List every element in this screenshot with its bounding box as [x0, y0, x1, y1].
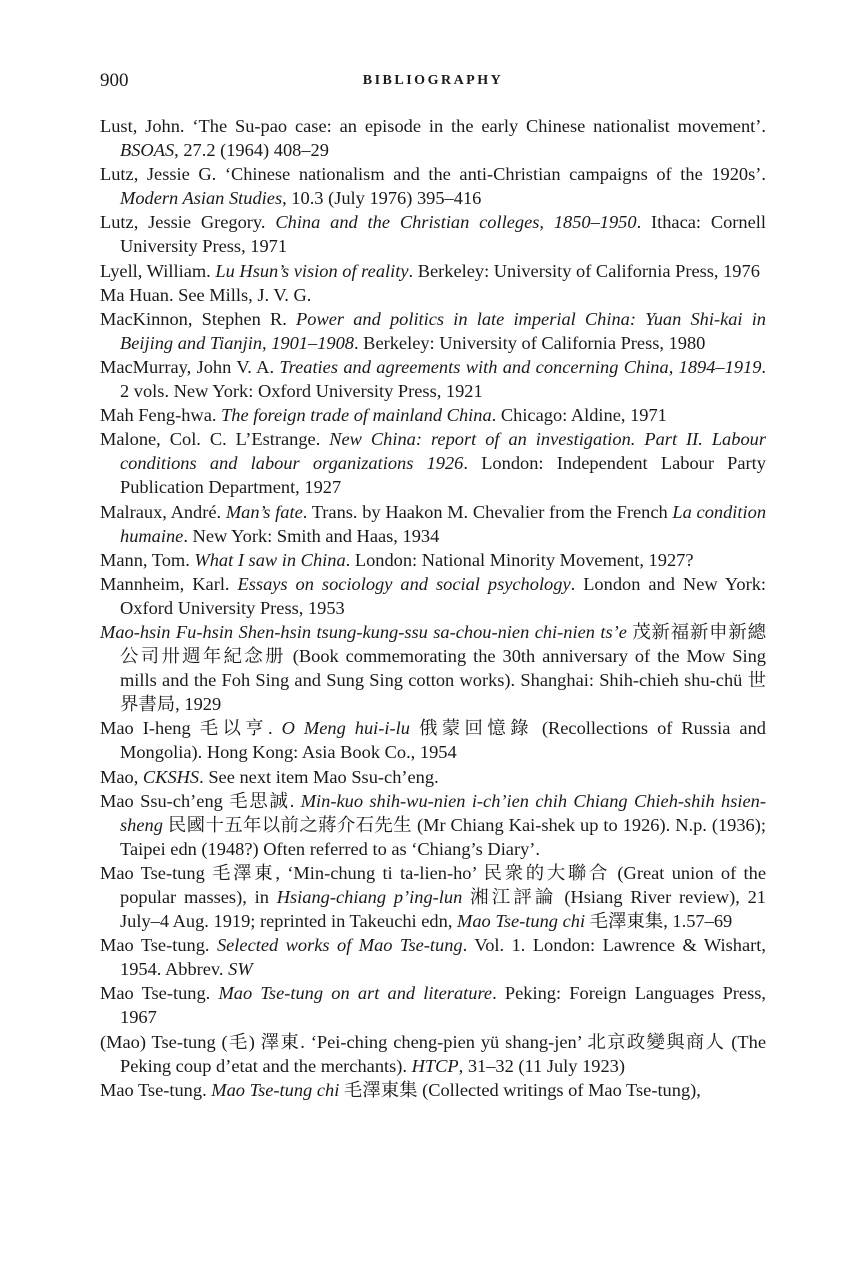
- entry-text: 俄蒙回憶錄 (Recollections of Russia and Mongolia). Hong Kong: Asia Book Co., 1954: [120, 718, 766, 763]
- entry-title: HTCP: [411, 1055, 459, 1076]
- entry-title: Power and politics in late imperial China: Yuan Shi-kai in Beijing and Tianjin, 1901–1908: [120, 308, 766, 353]
- entry-title: What I saw in China: [194, 549, 346, 570]
- bibliography-entry: [100, 789, 766, 861]
- entry-title: Modern Asian Studies: [120, 188, 283, 209]
- page-header: [100, 70, 766, 96]
- entry-text: 湘江評論 (Hsiang River review), 21 July–4 Aug. 1919; reprinted in Takeuchi edn,: [120, 887, 766, 932]
- entry-title: Mao Tse-tung chi: [211, 1079, 340, 1100]
- entry-title: Min-kuo shih-wu-nien i-ch’ien chih Chiang Chieh-shih hsien-sheng: [120, 790, 766, 835]
- entry-text: Mao Ssu-ch’eng 毛思誠.: [100, 790, 301, 811]
- entry-title: CKSHS: [142, 766, 200, 787]
- bibliography-entry: [100, 981, 766, 1029]
- entry-text: . Chicago: Aldine, 1971: [491, 405, 667, 426]
- entry-text: . 2 vols. New York: Oxford University Press, 1921: [120, 356, 767, 402]
- entry-text: Malraux, André.: [100, 501, 226, 522]
- entry-title: Mao Tse-tung on art and literature: [218, 983, 493, 1004]
- entry-text: . Peking: Foreign Languages Press, 1967: [120, 983, 766, 1028]
- entry-text: Ma Huan. See Mills, J. V. G.: [100, 284, 312, 305]
- entry-text: . New York: Smith and Haas, 1934: [183, 525, 440, 546]
- entry-title: Mao Tse-tung chi: [457, 911, 586, 932]
- bibliography-entry: [100, 283, 766, 307]
- bibliography-entry: [100, 162, 766, 210]
- bibliography-list: [100, 114, 766, 1102]
- entry-text: . Trans. by Haakon M. Chevalier from the French: [302, 501, 673, 522]
- bibliography-entry: [100, 572, 766, 620]
- entry-title: Hsiang-chiang p’ing-lun: [276, 887, 463, 907]
- entry-text: MacKinnon, Stephen R.: [100, 308, 297, 329]
- entry-text: Mah Feng-hwa.: [100, 405, 222, 426]
- entry-text: Lust, John. ‘The Su-pao case: an episode in the early Chinese nationalist movement’.: [100, 116, 766, 136]
- entry-text: . Berkeley: University of California Press, 1976: [408, 260, 760, 281]
- bibliography-entry: [100, 620, 766, 716]
- entry-text: Mann, Tom.: [100, 549, 195, 570]
- entry-text: . Vol. 1. London: Lawrence & Wishart, 1954. Abbrev.: [120, 935, 766, 980]
- entry-text: Malone, Col. C. L’Estrange.: [100, 429, 330, 450]
- bibliography-entry: [100, 716, 766, 764]
- entry-text: . Ithaca: Cornell University Press, 1971: [120, 212, 767, 257]
- bibliography-entry: [100, 933, 766, 981]
- entry-text: Mao,: [100, 766, 143, 787]
- bibliography-entry: [100, 355, 766, 403]
- entry-title: Man’s fate: [225, 501, 303, 522]
- bibliography-entry: [100, 210, 766, 258]
- entry-text: 毛澤東集 (Collected writings of Mao Tse-tung),: [339, 1079, 701, 1100]
- bibliography-entry: [100, 548, 766, 572]
- entry-title: La condition humaine: [120, 501, 767, 546]
- entry-text: 茂新福新申新總公司卅週年紀念册 (Book commemorating the 30th anniversary of the Mow Sing mills and the Foh Sing and Sung Sing cotton works). Shanghai: Shih-chieh shu-chü 世界書局, 1929: [120, 621, 766, 715]
- entry-text: 民國十五年以前之蔣介石先生 (Mr Chiang Kai-shek up to 1926). N.p. (1936); Taipei edn (1948?) Often referred to as ‘Chiang’s Diary’.: [120, 814, 766, 859]
- bibliography-entry: [100, 765, 766, 789]
- entry-text: Mao Tse-tung.: [100, 983, 219, 1004]
- entry-text: Mao I-heng 毛以亨.: [100, 718, 282, 739]
- entry-text: . London: Independent Labour Party Publication Department, 1927: [120, 453, 766, 498]
- entry-title: BSOAS: [120, 140, 175, 161]
- entry-title: SW: [228, 959, 253, 980]
- entry-text: Lutz, Jessie G. ‘Chinese nationalism and the anti-Christian campaigns of the 1920s’.: [100, 164, 766, 185]
- entry-text: Lyell, William.: [100, 260, 216, 281]
- entry-title: The foreign trade of mainland China: [221, 405, 492, 426]
- entry-text: Mao Tse-tung 毛澤東, ‘Min-chung ti ta-lien-ho’ 民衆的大聯合 (Great union of the popular masses), in: [100, 862, 766, 907]
- bibliography-entry: [100, 114, 766, 162]
- bibliography-entry: [100, 307, 766, 355]
- entry-title: Treaties and agreements with and concerning China, 1894–1919: [279, 356, 762, 377]
- entry-title: New China: report of an investigation. Part II. Labour conditions and labour organizations 1926: [120, 429, 766, 474]
- bibliography-entry: [100, 403, 766, 427]
- entry-text: , 31–32 (11 July 1923): [458, 1055, 625, 1076]
- entry-text: . London: National Minority Movement, 1927?: [345, 549, 694, 570]
- entry-text: Lutz, Jessie Gregory.: [100, 212, 276, 233]
- bibliography-entry: [100, 427, 766, 499]
- entry-text: , 27.2 (1964) 408–29: [174, 140, 329, 161]
- bibliography-entry: [100, 500, 766, 548]
- bibliography-entry: [100, 259, 766, 283]
- entry-text: (Mao) Tse-tung (毛) 澤東. ‘Pei-ching cheng-pien yü shang-jen’ 北京政變與商人 (The Peking coup d’etat and the merchants).: [100, 1031, 766, 1076]
- bibliography-entry: [100, 861, 766, 933]
- entry-text: Mannheim, Karl.: [100, 573, 238, 594]
- entry-text: Mao Tse-tung.: [100, 1079, 212, 1100]
- entry-text: . Berkeley: University of California Press, 1980: [353, 332, 706, 353]
- entry-title: Essays on sociology and social psychology: [237, 573, 571, 594]
- entry-title: Mao-hsin Fu-hsin Shen-hsin tsung-kung-ssu sa-chou-nien chi-nien ts’e: [100, 621, 627, 642]
- entry-title: Selected works of Mao Tse-tung: [216, 935, 463, 956]
- entry-text: MacMurray, John V. A.: [100, 356, 280, 377]
- entry-title: China and the Christian colleges, 1850–1950: [275, 212, 637, 233]
- entry-title: O Meng hui-i-lu: [281, 718, 410, 739]
- running-head: BIBLIOGRAPHY: [362, 73, 504, 88]
- entry-text: Mao Tse-tung.: [100, 935, 217, 956]
- entry-text: 毛澤東集, 1.57–69: [585, 911, 733, 932]
- bibliography-entry: [100, 1030, 766, 1078]
- entry-text: . London and New York: Oxford University Press, 1953: [120, 573, 767, 618]
- entry-text: , 10.3 (July 1976) 395–416: [282, 188, 482, 209]
- entry-title: Lu Hsun’s vision of reality: [215, 260, 409, 281]
- page-number: 900: [100, 70, 129, 91]
- entry-text: . See next item Mao Ssu-ch’eng.: [199, 766, 439, 787]
- bibliography-entry: [100, 1078, 766, 1102]
